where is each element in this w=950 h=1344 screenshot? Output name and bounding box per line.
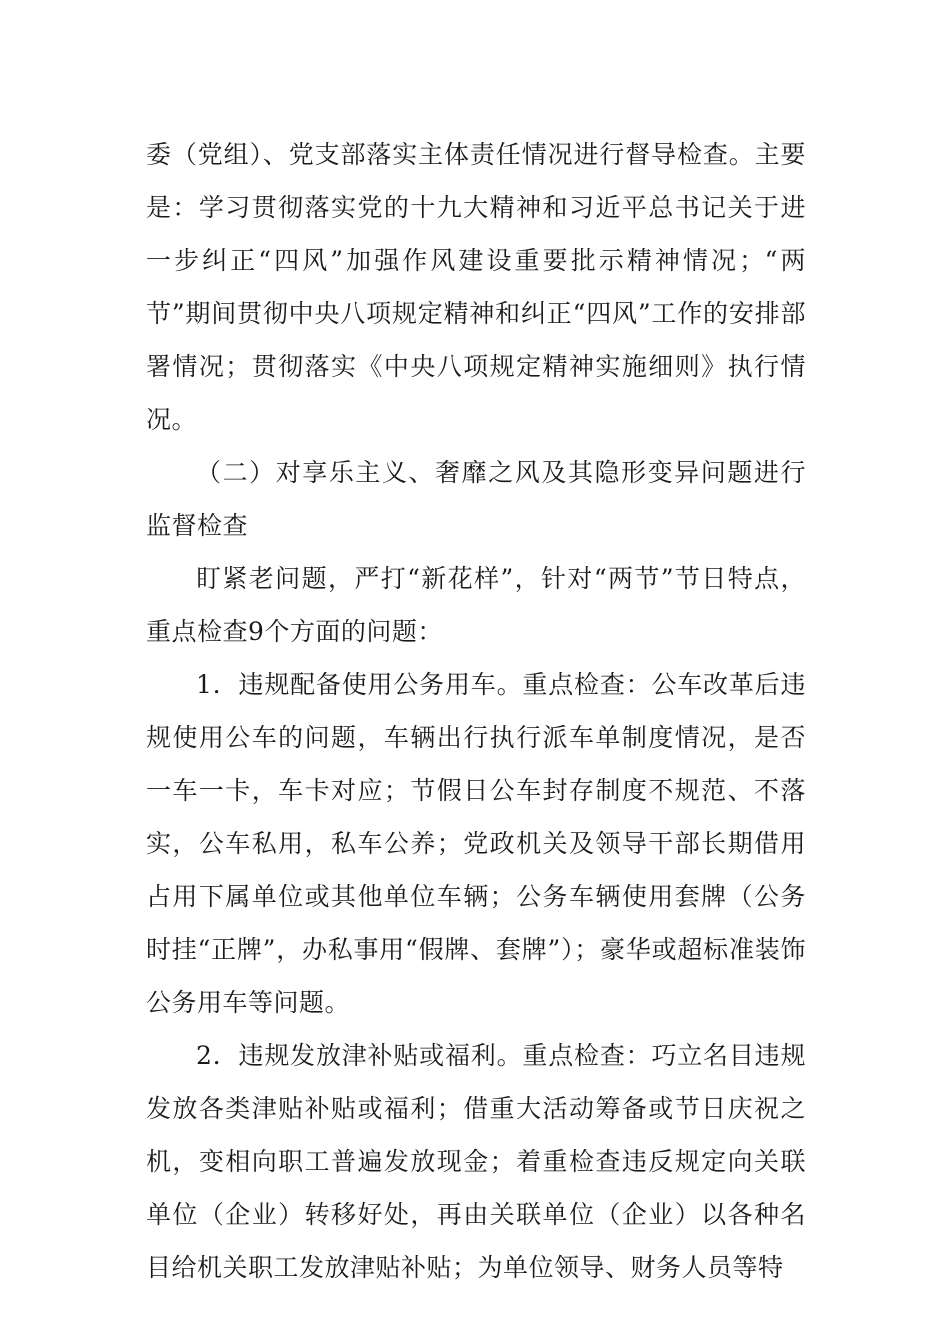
section-heading-two: （二）对享乐主义、奢靡之风及其隐形变异问题进行监督检查 <box>146 458 806 540</box>
paragraph-intro-nine-issues: 盯紧老问题，严打“新花样”，针对“两节”节日特点，重点检查9个方面的问题： <box>146 564 806 646</box>
paragraph-continued-oversight: 委（党组）、党支部落实主体责任情况进行督导检查。主要是：学习贯彻落实党的十九大精神和习近平总书记关于进一步纠正“四风”加强作风建设重要批示精神情况；“两节”期间贯彻中央八项规定精神和纠正“四风”工作的安排部署情况；贯彻落实《中央八项规定精神实施细则》执行情况。 <box>146 140 806 434</box>
paragraph-item-1-official-vehicles: 1．违规配备使用公务用车。重点检查：公车改革后违规使用公车的问题，车辆出行执行派车单制度情况，是否一车一卡，车卡对应；节假日公车封存制度不规范、不落实，公车私用，私车公养；党政机关及领导干部长期借用占用下属单位或其他单位车辆；公务车辆使用套牌（公务时挂“正牌”，办私事用“假牌、套牌”）；豪华或超标准装饰公务用车等问题。 <box>146 670 806 1017</box>
paragraph-item-2-allowances: 2．违规发放津补贴或福利。重点检查：巧立名目违规发放各类津贴补贴或福利；借重大活动筹备或节日庆祝之机，变相向职工普遍发放现金；着重检查违反规定向关联单位（企业）转移好处，再由关联单位（企业）以各种名目给机关职工发放津贴补贴；为单位领导、财务人员等特 <box>146 1041 806 1282</box>
document-body <box>146 128 806 1294</box>
